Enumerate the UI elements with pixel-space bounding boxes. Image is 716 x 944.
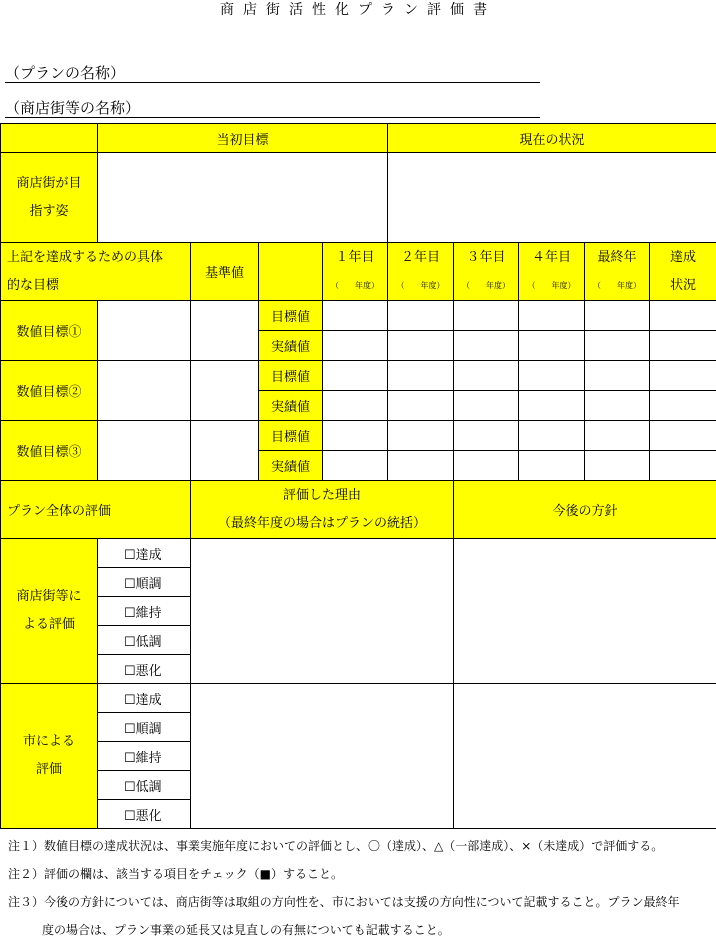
targets-label-line1: 上記を達成するための具体 [7, 249, 164, 265]
goal-3-target-final[interactable] [585, 421, 650, 451]
goal-1-actual-achievement[interactable] [650, 331, 716, 361]
goal-2-actual-final[interactable] [585, 391, 650, 421]
shop-option-maintain[interactable]: ☐維持 [98, 597, 191, 626]
goal-2-target-year-2[interactable] [388, 361, 454, 391]
goal-3-target-year-3[interactable] [454, 421, 519, 451]
baseline-header: 基準値 [191, 243, 259, 301]
goal-1-actual-year-3[interactable] [454, 331, 519, 361]
year-3-label: ３年目 [466, 249, 506, 265]
reason-line2: （最終年度の場合はプランの統括） [218, 515, 427, 531]
goal-3-actual-year-2[interactable] [388, 451, 454, 481]
goal-3-target-label: 目標値 [259, 421, 323, 451]
plan-name-field[interactable] [5, 62, 540, 83]
goal-2-label: 数値目標② [1, 361, 98, 421]
goal-1-target-achievement[interactable] [650, 301, 716, 331]
shop-evaluation-label [1, 539, 98, 684]
final-year-fiscal: （ 年度） [593, 280, 642, 290]
plan-name-label: （プランの名称） [5, 64, 126, 82]
shop-eval-line2: よる評価 [22, 617, 75, 632]
notes-section [8, 832, 713, 944]
city-evaluation-label [1, 684, 98, 829]
goal-3-label: 数値目標③ [1, 421, 98, 481]
goal-3-actual-final[interactable] [585, 451, 650, 481]
aim-label-line2: 指す姿 [29, 203, 69, 219]
goal-3-baseline-cell[interactable] [191, 421, 259, 481]
city-future-policy-cell[interactable] [454, 684, 716, 829]
document-title: 商店街活性化プラン評価書 [220, 2, 496, 18]
goal-3-actual-year-4[interactable] [519, 451, 585, 481]
aim-initial-goal-cell[interactable] [98, 153, 388, 243]
goal-3-actual-year-3[interactable] [454, 451, 519, 481]
aim-label [1, 153, 98, 243]
goal-1-target-year-4[interactable] [519, 301, 585, 331]
goal-2-actual-label: 実績値 [259, 391, 323, 421]
city-eval-line2: 評価 [35, 762, 62, 777]
goal-3-actual-label: 実績値 [259, 451, 323, 481]
reason-line1: 評価した理由 [283, 487, 362, 503]
goal-1-target-year-1[interactable] [323, 301, 388, 331]
evaluation-table [0, 123, 716, 829]
note-2: 注２）評価の欄は、該当する項目をチェック（■）すること。 [8, 867, 343, 881]
shop-option-achieved[interactable]: ☐達成 [98, 539, 191, 568]
goal-2-target-year-4[interactable] [519, 361, 585, 391]
goal-3-actual-achievement[interactable] [650, 451, 716, 481]
value-type-header [259, 243, 323, 301]
year-4-header [519, 243, 585, 301]
goal-2-actual-year-4[interactable] [519, 391, 585, 421]
city-option-sluggish[interactable]: ☐低調 [98, 771, 191, 800]
year-1-label: １年目 [335, 249, 375, 265]
goal-2-actual-year-2[interactable] [388, 391, 454, 421]
goal-2-target-final[interactable] [585, 361, 650, 391]
goal-1-actual-year-2[interactable] [388, 331, 454, 361]
reason-header [191, 481, 454, 539]
overall-evaluation-header: プラン全体の評価 [1, 481, 191, 539]
shopping-district-name-field[interactable] [5, 97, 540, 118]
goal-1-actual-year-4[interactable] [519, 331, 585, 361]
aim-label-line1: 商店街が目 [16, 175, 82, 191]
goal-1-target-year-2[interactable] [388, 301, 454, 331]
city-option-achieved[interactable]: ☐達成 [98, 684, 191, 713]
aim-current-status-cell[interactable] [388, 153, 716, 243]
year-3-header [454, 243, 519, 301]
shop-option-smooth[interactable]: ☐順調 [98, 568, 191, 597]
specific-targets-label [1, 243, 191, 301]
note-1: 注１）数値目標の達成状況は、事業実施年度においての評価とし、〇（達成）、△（一部達成）、×（未達成）で評価する。 [8, 839, 664, 853]
goal-1-target-year-3[interactable] [454, 301, 519, 331]
initial-goal-header: 当初目標 [98, 124, 388, 153]
city-eval-line1: 市による [22, 734, 75, 749]
city-option-maintain[interactable]: ☐維持 [98, 742, 191, 771]
shopping-district-name-label: （商店街等の名称） [5, 99, 141, 117]
goal-2-target-year-3[interactable] [454, 361, 519, 391]
goal-1-description-cell[interactable] [98, 301, 191, 361]
goal-1-target-label: 目標値 [259, 301, 323, 331]
goal-2-actual-year-1[interactable] [323, 391, 388, 421]
year-1-fiscal: （ 年度） [331, 280, 379, 290]
shop-option-worsened[interactable]: ☐悪化 [98, 655, 191, 684]
goal-2-description-cell[interactable] [98, 361, 191, 421]
year-2-header [388, 243, 454, 301]
goal-2-target-label: 目標値 [259, 361, 323, 391]
shop-option-sluggish[interactable]: ☐低調 [98, 626, 191, 655]
final-year-label: 最終年 [597, 249, 637, 265]
year-4-label: ４年目 [532, 249, 572, 265]
goal-2-target-year-1[interactable] [323, 361, 388, 391]
year-2-fiscal: （ 年度） [396, 280, 445, 290]
achievement-line2: 状況 [670, 277, 697, 293]
shop-future-policy-cell[interactable] [454, 539, 716, 684]
year-2-label: ２年目 [401, 249, 441, 265]
city-option-smooth[interactable]: ☐順調 [98, 713, 191, 742]
targets-label-line2: 的な目標 [7, 277, 60, 293]
city-option-worsened[interactable]: ☐悪化 [98, 800, 191, 829]
goal-1-target-final[interactable] [585, 301, 650, 331]
achievement-header [650, 243, 716, 301]
year-3-fiscal: （ 年度） [462, 280, 511, 290]
final-year-header [585, 243, 650, 301]
year-4-fiscal: （ 年度） [527, 280, 576, 290]
goal-1-actual-year-1[interactable] [323, 331, 388, 361]
goal-2-baseline-cell[interactable] [191, 361, 259, 421]
goal-3-target-year-4[interactable] [519, 421, 585, 451]
city-reason-cell[interactable] [191, 684, 454, 829]
future-policy-header: 今後の方針 [454, 481, 716, 539]
year-1-header [323, 243, 388, 301]
goal-3-target-year-2[interactable] [388, 421, 454, 451]
goal-3-actual-year-1[interactable] [323, 451, 388, 481]
goal-3-target-year-1[interactable] [323, 421, 388, 451]
note-3-continued: 度の場合は、プラン事業の延長又は見直しの有無についても記載すること。 [42, 923, 450, 937]
shop-reason-cell[interactable] [191, 539, 454, 684]
note-3: 注３）今後の方針については、商店街等は取組の方向性を、市においては支援の方向性について記載すること。プラン最終年 [8, 895, 680, 909]
goal-2-actual-achievement[interactable] [650, 391, 716, 421]
current-status-header: 現在の状況 [388, 124, 716, 153]
header-corner [1, 124, 98, 153]
goal-3-target-achievement[interactable] [650, 421, 716, 451]
goal-3-description-cell[interactable] [98, 421, 191, 481]
goal-2-target-achievement[interactable] [650, 361, 716, 391]
shop-eval-line1: 商店街等に [16, 589, 82, 604]
goal-1-label: 数値目標① [1, 301, 98, 361]
goal-1-baseline-cell[interactable] [191, 301, 259, 361]
goal-1-actual-final[interactable] [585, 331, 650, 361]
achievement-line1: 達成 [670, 249, 697, 265]
goal-2-actual-year-3[interactable] [454, 391, 519, 421]
goal-1-actual-label: 実績値 [259, 331, 323, 361]
